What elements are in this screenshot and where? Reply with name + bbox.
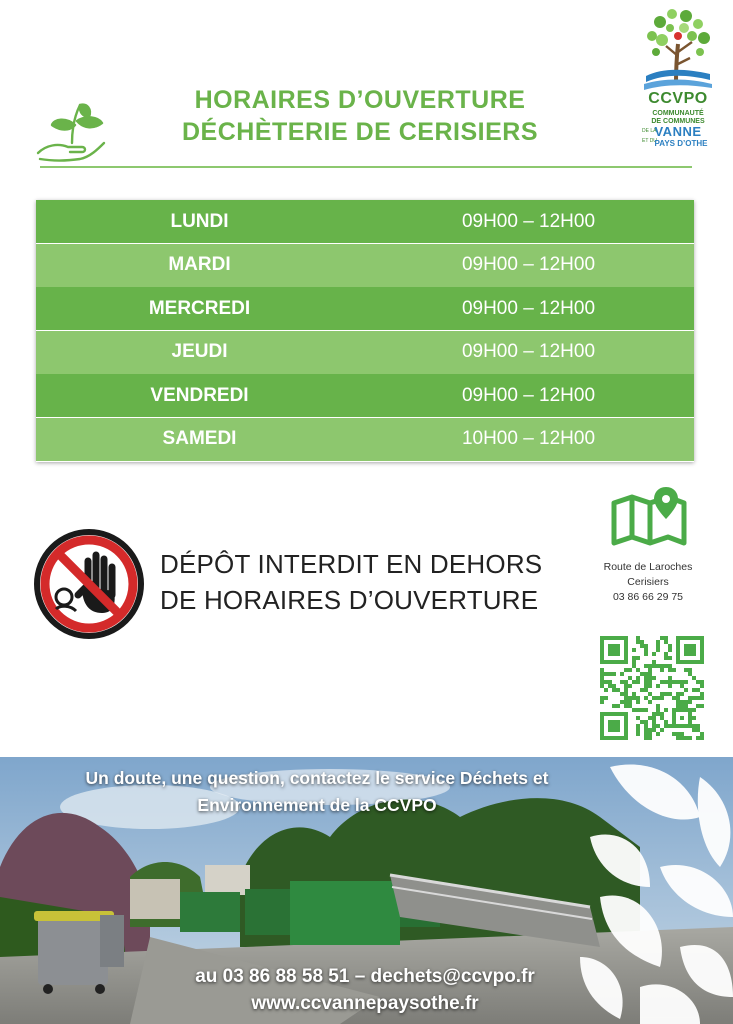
address-street: Route de Laroches bbox=[603, 561, 693, 573]
schedule-day: MERCREDI bbox=[148, 297, 251, 319]
no-entry-hand-icon bbox=[30, 525, 148, 643]
address-phone[interactable]: 03 86 66 29 75 bbox=[612, 591, 684, 603]
schedule-day: MARDI bbox=[168, 254, 231, 275]
title-line-1: HORAIRES D’OUVERTURE bbox=[194, 86, 526, 114]
ccvpo-logo bbox=[640, 6, 716, 154]
qr-code[interactable] bbox=[600, 636, 704, 740]
schedule-row bbox=[36, 244, 694, 287]
schedule-hours: 09H00 – 12H00 bbox=[461, 341, 596, 362]
contact-text bbox=[12, 765, 622, 819]
address-block bbox=[585, 560, 711, 605]
schedule-day: SAMEDI bbox=[162, 428, 237, 449]
leaf-hand-icon bbox=[32, 95, 110, 167]
schedule-row bbox=[36, 200, 694, 245]
schedule-hours: 09H00 – 12H00 bbox=[461, 384, 596, 406]
logo-line-1: COMMUNAUTÉ bbox=[652, 110, 704, 117]
map-pin-icon bbox=[610, 485, 688, 547]
website-link[interactable]: www.ccvannepaysothe.fr bbox=[251, 993, 479, 1014]
opening-hours-table bbox=[36, 200, 694, 462]
schedule-row bbox=[36, 331, 694, 374]
tree-icon bbox=[640, 6, 716, 90]
address-city: Cerisiers bbox=[627, 576, 669, 588]
contact-phone-email[interactable]: au 03 86 88 58 51 – dechets@ccvpo.fr bbox=[195, 966, 535, 987]
schedule-hours: 10H00 – 12H00 bbox=[461, 428, 596, 449]
warning-line-1: DÉPÔT INTERDIT EN DEHORS bbox=[160, 549, 543, 579]
logo-line-5: ET DU bbox=[642, 138, 657, 144]
logo-line-6: PAYS D’OTHE bbox=[654, 139, 708, 148]
title-line-2: DÉCHÈTERIE DE CERISIERS bbox=[181, 118, 538, 146]
logo-acronym: CCVPO bbox=[648, 90, 708, 107]
schedule-row bbox=[36, 418, 694, 461]
warning-line-2: DE HORAIRES D’OUVERTURE bbox=[160, 585, 539, 615]
schedule-day: VENDREDI bbox=[150, 384, 249, 406]
logo-line-4: VANNE bbox=[654, 124, 702, 139]
logo-line-2: DE COMMUNES bbox=[651, 118, 705, 125]
schedule-row bbox=[36, 287, 694, 330]
title-divider bbox=[40, 166, 692, 168]
logo-line-3: DE LA bbox=[642, 128, 657, 134]
schedule-row bbox=[36, 374, 694, 417]
schedule-day: LUNDI bbox=[170, 210, 229, 232]
schedule-hours: 09H00 – 12H00 bbox=[461, 254, 596, 275]
schedule-hours: 09H00 – 12H00 bbox=[461, 297, 596, 319]
schedule-hours: 09H00 – 12H00 bbox=[461, 210, 596, 232]
contact-line-1: Un doute, une question, contactez le service Déchets et bbox=[85, 768, 549, 788]
contact-line-2: Environnement de la CCVPO bbox=[197, 795, 437, 815]
schedule-day: JEUDI bbox=[171, 341, 228, 362]
